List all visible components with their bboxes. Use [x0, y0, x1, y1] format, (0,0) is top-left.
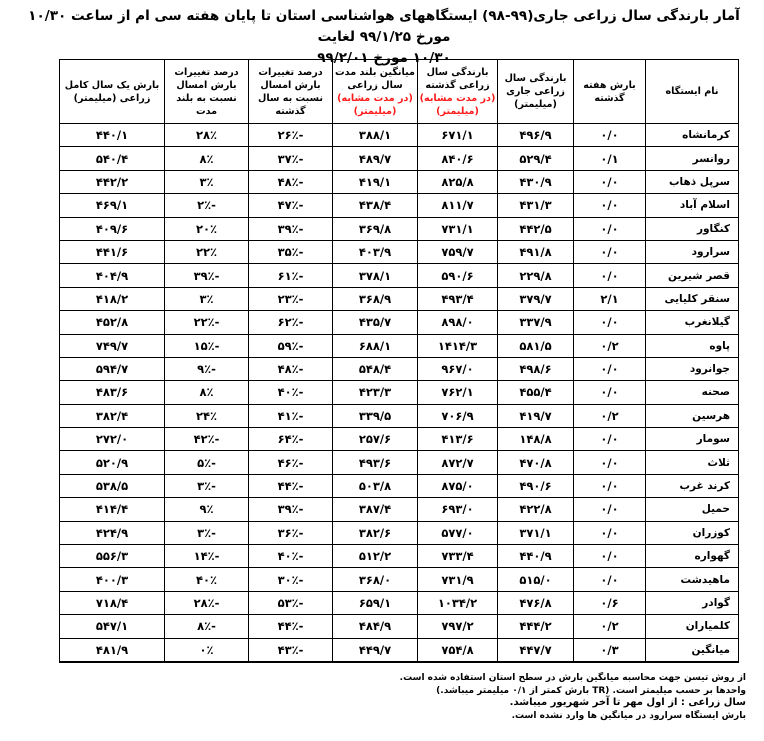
longterm-cell: ۴۰۳/۹ [333, 240, 418, 263]
pct-last-year-cell: -۴۸٪ [249, 170, 333, 193]
last-year-cell: ۷۶۲/۱ [418, 381, 498, 404]
pct-longterm-cell: -۲۲٪ [165, 311, 249, 334]
longterm-cell: ۵۴۸/۴ [333, 357, 418, 380]
table-row [60, 217, 739, 240]
current-year-cell: ۵۱۵/۰ [498, 568, 574, 591]
current-year-cell: ۵۲۹/۴ [498, 147, 574, 170]
station-name-cell: سرپل ذهاب [646, 170, 739, 193]
longterm-cell: ۵۱۲/۲ [333, 545, 418, 568]
full-year-cell: ۴۰۴/۹ [60, 264, 165, 287]
header-station: نام ایستگاه [646, 60, 739, 124]
full-year-cell: ۴۰۹/۶ [60, 217, 165, 240]
pct-longterm-cell: -۳٪ [165, 521, 249, 544]
footnote-units: واحدها بر حسب میلیمتر است. (TR بارش کمتر از ۰/۱ میلیمتر میباشد.) [436, 685, 746, 696]
last-year-cell: ۷۳۱/۱ [418, 217, 498, 240]
header-current: بارندگی سال زراعی جاری (میلیمتر) [498, 60, 574, 124]
pct-longterm-cell: ۲۸٪ [165, 124, 249, 147]
table-row [60, 615, 739, 638]
report-title-line-1: آمار بارندگی سال زراعی جاری(۹۹-۹۸) ایستگاههای هواشناسی استان تا پایان هفته سی ام از ساعت ۱۰/۳۰ مورخ ۹۹/۱/۲۵ لغایت [28, 8, 740, 45]
current-year-cell: ۴۲۲/۸ [498, 498, 574, 521]
table-row [60, 334, 739, 357]
full-year-cell: ۷۱۸/۴ [60, 591, 165, 614]
full-year-cell: ۴۴۲/۲ [60, 170, 165, 193]
pct-longterm-cell: -۵٪ [165, 451, 249, 474]
current-year-cell: ۴۹۶/۹ [498, 124, 574, 147]
station-name-cell: قصر شیرین [646, 264, 739, 287]
pct-longterm-cell: -۴۲٪ [165, 428, 249, 451]
weekly-rain-cell: ۰/۳ [574, 638, 646, 662]
station-name-cell: جوانرود [646, 357, 739, 380]
last-year-cell: ۸۴۰/۶ [418, 147, 498, 170]
header-longterm-similar-period: (در مدت مشابه) (میلیمتر) [337, 92, 413, 117]
longterm-cell: ۴۱۹/۱ [333, 170, 418, 193]
last-year-cell: ۷۵۹/۷ [418, 240, 498, 263]
pct-last-year-cell: -۵۳٪ [249, 591, 333, 614]
full-year-cell: ۵۴۰/۴ [60, 147, 165, 170]
last-year-cell: ۸۱۱/۷ [418, 194, 498, 217]
station-name-cell: سرارود [646, 240, 739, 263]
footnote-excluded-station: بارش ایستگاه سرارود در میانگین ها وارد نشده است. [511, 710, 746, 721]
pct-longterm-cell: -۱۴٪ [165, 545, 249, 568]
last-year-cell: ۸۹۸/۰ [418, 311, 498, 334]
pct-last-year-cell: -۵۹٪ [249, 334, 333, 357]
full-year-cell: ۳۸۲/۴ [60, 404, 165, 427]
full-year-cell: ۵۵۶/۳ [60, 545, 165, 568]
weekly-rain-cell: ۰/۰ [574, 545, 646, 568]
current-year-cell: ۴۱۹/۷ [498, 404, 574, 427]
table-row [60, 545, 739, 568]
full-year-cell: ۵۴۷/۱ [60, 615, 165, 638]
footnote-method: از روش تیسن جهت محاسبه میانگین بارش در سطح استان استفاده شده است. [399, 673, 746, 683]
full-year-cell: ۴۸۳/۶ [60, 381, 165, 404]
weekly-rain-cell: ۰/۰ [574, 311, 646, 334]
longterm-cell: ۴۳۵/۷ [333, 311, 418, 334]
weekly-rain-cell: ۰/۰ [574, 498, 646, 521]
pct-last-year-cell: -۴۱٪ [249, 404, 333, 427]
table-row [60, 451, 739, 474]
pct-longterm-cell: -۳۹٪ [165, 264, 249, 287]
weekly-rain-cell: ۰/۰ [574, 170, 646, 193]
weekly-rain-cell: ۰/۰ [574, 381, 646, 404]
station-name-cell: روانسر [646, 147, 739, 170]
last-year-cell: ۵۷۷/۰ [418, 521, 498, 544]
last-year-cell: ۴۹۳/۴ [418, 287, 498, 310]
last-year-cell: ۹۶۷/۰ [418, 357, 498, 380]
current-year-cell: ۴۵۵/۴ [498, 381, 574, 404]
longterm-cell: ۴۳۸/۴ [333, 194, 418, 217]
header-pct-last-year: درصد تغییرات بارش امسال نسبت به سال گذشته [249, 60, 333, 124]
current-year-cell: ۴۴۷/۷ [498, 638, 574, 662]
current-year-cell: ۱۴۸/۸ [498, 428, 574, 451]
weekly-rain-cell: ۰/۲ [574, 334, 646, 357]
header-last-year: بارندگی سال زراعی گذشته (در مدت مشابه) (میلیمتر) [418, 60, 498, 124]
longterm-cell: ۳۸۷/۴ [333, 498, 418, 521]
last-year-cell: ۷۳۳/۴ [418, 545, 498, 568]
weekly-rain-cell: ۰/۰ [574, 474, 646, 497]
weekly-rain-cell: ۰/۰ [574, 217, 646, 240]
station-name-cell: کوزران [646, 521, 739, 544]
table-row [60, 591, 739, 614]
report-title-line-2: ۱۰/۳۰ مورخ ۹۹/۲/۰۱ [317, 50, 451, 66]
full-year-cell: ۴۴۰/۱ [60, 124, 165, 147]
longterm-cell: ۳۳۹/۵ [333, 404, 418, 427]
longterm-cell: ۳۶۸/۹ [333, 287, 418, 310]
station-name-cell: اسلام آباد [646, 194, 739, 217]
longterm-cell: ۳۸۸/۱ [333, 124, 418, 147]
pct-longterm-cell: ۲۰٪ [165, 217, 249, 240]
full-year-cell: ۴۰۰/۳ [60, 568, 165, 591]
current-year-cell: ۴۳۰/۹ [498, 170, 574, 193]
pct-last-year-cell: -۳۰٪ [249, 568, 333, 591]
full-year-cell: ۷۴۹/۷ [60, 334, 165, 357]
table-row [60, 357, 739, 380]
pct-longterm-cell: -۲۸٪ [165, 591, 249, 614]
pct-last-year-cell: -۳۹٪ [249, 217, 333, 240]
last-year-cell: ۸۲۵/۸ [418, 170, 498, 193]
current-year-cell: ۳۷۱/۱ [498, 521, 574, 544]
weekly-rain-cell: ۰/۰ [574, 521, 646, 544]
pct-longterm-cell: -۹٪ [165, 357, 249, 380]
table-row [60, 474, 739, 497]
current-year-cell: ۴۳۱/۳ [498, 194, 574, 217]
pct-longterm-cell: ۰٪ [165, 638, 249, 662]
current-year-cell: ۴۴۴/۲ [498, 615, 574, 638]
station-name-cell: ثلاث [646, 451, 739, 474]
pct-last-year-cell: -۴۰٪ [249, 381, 333, 404]
station-name-cell: سومار [646, 428, 739, 451]
table-row [60, 194, 739, 217]
full-year-cell: ۴۱۸/۲ [60, 287, 165, 310]
station-name-cell: سنقر کلیایی [646, 287, 739, 310]
longterm-cell: ۳۸۲/۶ [333, 521, 418, 544]
full-year-cell: ۴۸۱/۹ [60, 638, 165, 662]
station-name-cell: میانگین [646, 638, 739, 662]
last-year-cell: ۱۰۳۴/۲ [418, 591, 498, 614]
longterm-cell: ۴۹۳/۶ [333, 451, 418, 474]
current-year-cell: ۴۷۰/۸ [498, 451, 574, 474]
header-weekly: بارش هفته گذشته [574, 60, 646, 124]
table-row [60, 428, 739, 451]
pct-longterm-cell: ۲۲٪ [165, 240, 249, 263]
table-row [60, 240, 739, 263]
full-year-cell: ۴۲۴/۹ [60, 521, 165, 544]
last-year-cell: ۱۴۱۴/۳ [418, 334, 498, 357]
weekly-rain-cell: ۰/۰ [574, 428, 646, 451]
table-row [60, 124, 739, 147]
weekly-rain-cell: ۰/۲ [574, 615, 646, 638]
longterm-cell: ۴۸۴/۹ [333, 615, 418, 638]
current-year-cell: ۳۷۹/۷ [498, 287, 574, 310]
header-last-year-similar-period: (در مدت مشابه) (میلیمتر) [419, 92, 496, 117]
full-year-cell: ۴۱۴/۴ [60, 498, 165, 521]
header-longterm: میانگین بلند مدت سال زراعی (در مدت مشابه) (میلیمتر) [333, 60, 418, 124]
last-year-cell: ۸۷۵/۰ [418, 474, 498, 497]
full-year-cell: ۴۴۱/۶ [60, 240, 165, 263]
station-name-cell: حمیل [646, 498, 739, 521]
footnote-crop-year: سال زراعی : از اول مهر تا آخر شهریور میباشد. [509, 697, 746, 709]
pct-last-year-cell: -۳۵٪ [249, 240, 333, 263]
longterm-cell: ۵۰۳/۸ [333, 474, 418, 497]
pct-last-year-cell: -۶۲٪ [249, 311, 333, 334]
station-name-cell: گوادر [646, 591, 739, 614]
table-row [60, 498, 739, 521]
last-year-cell: ۷۹۷/۲ [418, 615, 498, 638]
last-year-cell: ۵۹۰/۶ [418, 264, 498, 287]
weekly-rain-cell: ۲/۱ [574, 287, 646, 310]
pct-longterm-cell: -۸٪ [165, 615, 249, 638]
current-year-cell: ۴۹۰/۶ [498, 474, 574, 497]
longterm-cell: ۴۸۹/۷ [333, 147, 418, 170]
table-header-row [60, 60, 739, 124]
pct-last-year-cell: -۶۱٪ [249, 264, 333, 287]
station-name-cell: پاوه [646, 334, 739, 357]
table-row [60, 170, 739, 193]
current-year-cell: ۴۷۶/۸ [498, 591, 574, 614]
last-year-cell: ۶۹۳/۰ [418, 498, 498, 521]
longterm-cell: ۴۴۹/۷ [333, 638, 418, 662]
station-name-cell: صحنه [646, 381, 739, 404]
current-year-cell: ۴۹۱/۸ [498, 240, 574, 263]
current-year-cell: ۴۴۲/۵ [498, 217, 574, 240]
pct-last-year-cell: -۳۶٪ [249, 521, 333, 544]
longterm-cell: ۲۵۷/۶ [333, 428, 418, 451]
current-year-cell: ۲۲۹/۸ [498, 264, 574, 287]
pct-longterm-cell: ۸٪ [165, 147, 249, 170]
weekly-rain-cell: ۰/۰ [574, 451, 646, 474]
pct-last-year-cell: -۳۷٪ [249, 147, 333, 170]
full-year-cell: ۴۶۹/۱ [60, 194, 165, 217]
full-year-cell: ۵۹۴/۷ [60, 357, 165, 380]
pct-last-year-cell: -۶۴٪ [249, 428, 333, 451]
weekly-rain-cell: ۰/۲ [574, 404, 646, 427]
last-year-cell: ۴۱۳/۶ [418, 428, 498, 451]
longterm-cell: ۶۸۸/۱ [333, 334, 418, 357]
station-name-cell: کرمانشاه [646, 124, 739, 147]
current-year-cell: ۳۳۷/۹ [498, 311, 574, 334]
longterm-cell: ۳۶۹/۸ [333, 217, 418, 240]
last-year-cell: ۷۵۴/۸ [418, 638, 498, 662]
longterm-cell: ۳۷۸/۱ [333, 264, 418, 287]
weekly-rain-cell: ۰/۰ [574, 357, 646, 380]
weekly-rain-cell: ۰/۰ [574, 124, 646, 147]
last-year-cell: ۷۰۶/۹ [418, 404, 498, 427]
table-row [60, 311, 739, 334]
station-name-cell: گهواره [646, 545, 739, 568]
header-pct-longterm: درصد تغییرات بارش امسال نسبت به بلند مدت [165, 60, 249, 124]
last-year-cell: ۸۷۲/۷ [418, 451, 498, 474]
pct-longterm-cell: ۳٪ [165, 287, 249, 310]
longterm-cell: ۶۵۹/۱ [333, 591, 418, 614]
table-row [60, 287, 739, 310]
pct-last-year-cell: -۲۶٪ [249, 124, 333, 147]
pct-last-year-cell: -۳۹٪ [249, 498, 333, 521]
pct-longterm-cell: -۱۵٪ [165, 334, 249, 357]
pct-last-year-cell: -۴۸٪ [249, 357, 333, 380]
table-row [60, 568, 739, 591]
header-full-year: بارش یک سال کامل زراعی (میلیمتر) [60, 60, 165, 124]
station-name-cell: هرسین [646, 404, 739, 427]
full-year-cell: ۵۳۸/۵ [60, 474, 165, 497]
weekly-rain-cell: ۰/۱ [574, 147, 646, 170]
full-year-cell: ۲۷۲/۰ [60, 428, 165, 451]
table-row [60, 147, 739, 170]
station-name-cell: کنگاور [646, 217, 739, 240]
footnotes [399, 672, 746, 722]
pct-last-year-cell: -۴۷٪ [249, 194, 333, 217]
weekly-rain-cell: ۰/۶ [574, 591, 646, 614]
current-year-cell: ۴۴۰/۹ [498, 545, 574, 568]
last-year-cell: ۷۳۱/۹ [418, 568, 498, 591]
station-name-cell: ماهیدشت [646, 568, 739, 591]
table-body [60, 124, 739, 662]
pct-last-year-cell: -۲۳٪ [249, 287, 333, 310]
weekly-rain-cell: ۰/۰ [574, 568, 646, 591]
pct-longterm-cell: ۳٪ [165, 170, 249, 193]
pct-longterm-cell: ۹٪ [165, 498, 249, 521]
station-name-cell: کلمیاران [646, 615, 739, 638]
table-row [60, 638, 739, 662]
pct-last-year-cell: -۴۴٪ [249, 615, 333, 638]
table-row [60, 264, 739, 287]
pct-last-year-cell: -۴۳٪ [249, 638, 333, 662]
pct-longterm-cell: -۲٪ [165, 194, 249, 217]
pct-last-year-cell: -۴۴٪ [249, 474, 333, 497]
last-year-cell: ۶۷۱/۱ [418, 124, 498, 147]
weekly-rain-cell: ۰/۰ [574, 264, 646, 287]
pct-longterm-cell: ۲۴٪ [165, 404, 249, 427]
table-row [60, 521, 739, 544]
full-year-cell: ۵۲۰/۹ [60, 451, 165, 474]
longterm-cell: ۴۲۳/۳ [333, 381, 418, 404]
pct-last-year-cell: -۴۰٪ [249, 545, 333, 568]
station-name-cell: گیلانغرب [646, 311, 739, 334]
pct-longterm-cell: ۴۰٪ [165, 568, 249, 591]
longterm-cell: ۳۶۸/۰ [333, 568, 418, 591]
full-year-cell: ۴۵۲/۸ [60, 311, 165, 334]
pct-longterm-cell: ۸٪ [165, 381, 249, 404]
table-row [60, 404, 739, 427]
weekly-rain-cell: ۰/۰ [574, 240, 646, 263]
pct-longterm-cell: -۳٪ [165, 474, 249, 497]
table-row [60, 381, 739, 404]
station-name-cell: کرند غرب [646, 474, 739, 497]
current-year-cell: ۵۸۱/۵ [498, 334, 574, 357]
pct-last-year-cell: -۴۶٪ [249, 451, 333, 474]
current-year-cell: ۴۹۸/۶ [498, 357, 574, 380]
rainfall-table [59, 59, 739, 663]
weekly-rain-cell: ۰/۰ [574, 194, 646, 217]
